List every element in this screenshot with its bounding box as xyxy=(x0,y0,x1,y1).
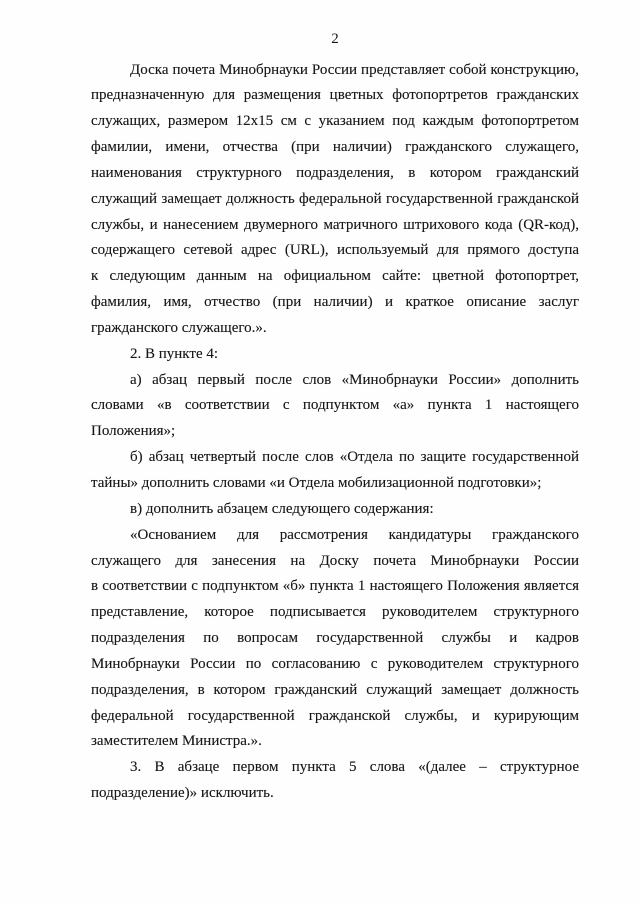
text-line: в соответствии с подпунктом «б» пункта 1 настоящего Положения является xyxy=(91,578,579,595)
text-line: заместителем Министра.». xyxy=(91,733,262,750)
text-line: служащего для занесения на Доску почета Минобрнауки России xyxy=(91,552,579,569)
text-line: Минобрнауки России по согласованию с руководителем структурного xyxy=(91,655,579,672)
subitem-v xyxy=(91,497,579,523)
text-line: федеральной государственной гражданской службы, и курирующим xyxy=(91,707,579,724)
text-line: 3. В абзаце первом пункта 5 слова «(далее – структурное xyxy=(130,759,579,776)
new-paragraph-quote xyxy=(91,523,579,756)
text-line: 2. В пункте 4: xyxy=(130,345,219,362)
text-line: фамилии, имени, отчества (при наличии) гражданского служащего, xyxy=(91,139,579,156)
paragraph-honor-board-description xyxy=(91,58,579,342)
page-number: 2 xyxy=(331,31,339,47)
text-line: служащих, размером 12х15 см с указанием под каждым фотопортретом xyxy=(91,113,579,130)
text-line: служащий замещает должность федеральной государственной гражданской xyxy=(91,190,579,207)
text-line: службы, и нанесением двумерного матричного штрихового кода (QR-код), xyxy=(91,216,579,233)
text-line: подразделения, в котором гражданский служащий замещает должность xyxy=(91,681,579,698)
text-line: содержащего сетевой адрес (URL), используемый для прямого доступа xyxy=(91,242,579,259)
document-body xyxy=(91,58,579,807)
text-line: подразделение)» исключить. xyxy=(91,785,274,802)
text-line: словами «в соответствии с подпунктом «а» пункта 1 настоящего xyxy=(91,397,579,414)
text-line: в) дополнить абзацем следующего содержания: xyxy=(130,500,434,517)
text-line: фамилия, имя, отчество (при наличии) и краткое описание заслуг xyxy=(91,294,579,311)
text-line: тайны» дополнить словами «и Отдела мобилизационной подготовки»; xyxy=(91,475,542,491)
text-line: Доска почета Минобрнауки России представляет собой конструкцию, xyxy=(130,61,579,78)
text-line: предназначенную для размещения цветных фотопортретов гражданских xyxy=(91,87,579,104)
subitem-a xyxy=(91,368,579,446)
text-line: подразделения по вопросам государственной службы и кадров xyxy=(91,630,579,647)
text-line: представление, которое подписывается руководителем структурного xyxy=(91,604,579,621)
text-line: Положения»; xyxy=(91,423,176,440)
text-line: а) абзац первый после слов «Минобрнауки России» дополнить xyxy=(130,371,579,388)
item-2-heading xyxy=(91,342,579,368)
item-3 xyxy=(91,755,579,807)
text-line: наименования структурного подразделения, в котором гражданский xyxy=(91,164,579,181)
text-line: к следующим данным на официальном сайте: цветной фотопортрет, xyxy=(91,268,579,285)
subitem-b xyxy=(91,445,579,497)
text-line: гражданского служащего.». xyxy=(91,319,267,336)
text-line: б) абзац четвертый после слов «Отдела по защите государственной xyxy=(130,449,579,466)
text-line: «Основанием для рассмотрения кандидатуры гражданского xyxy=(130,526,579,543)
